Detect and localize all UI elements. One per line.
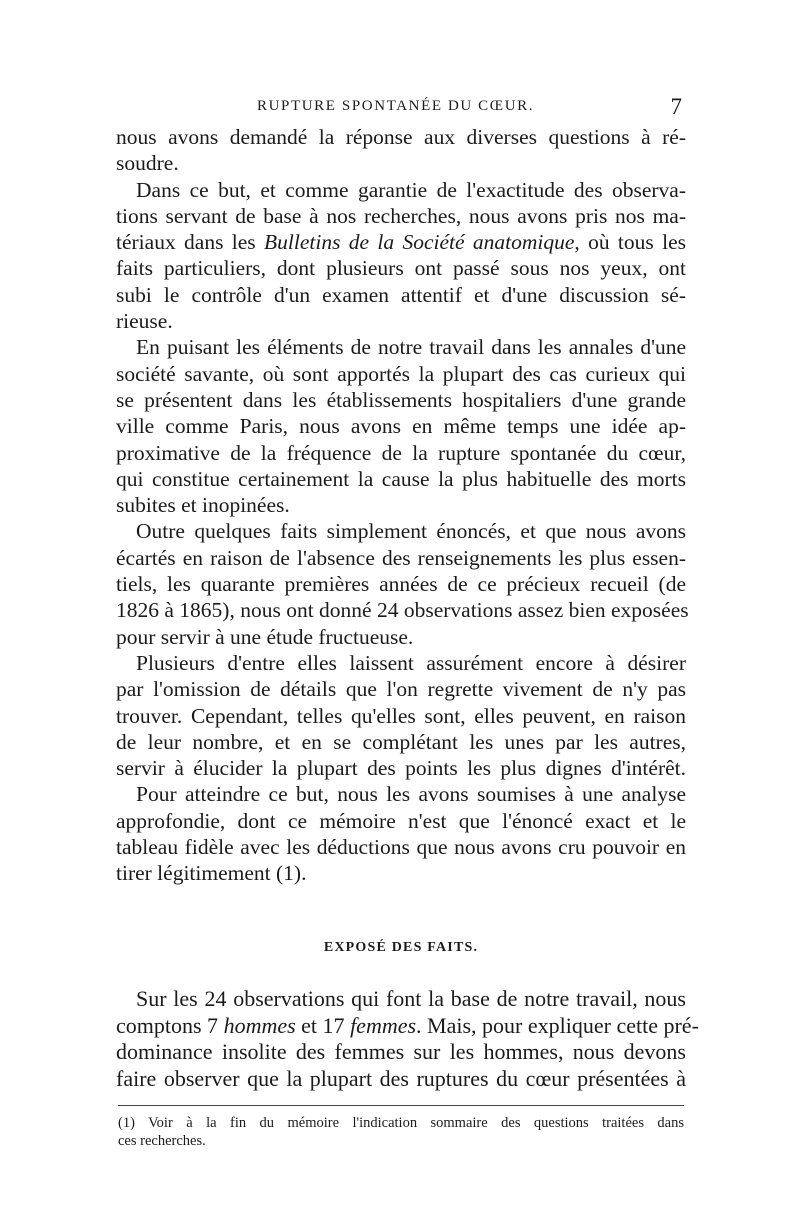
text-line: faits particuliers, dont plusieurs ont passé sous nos yeux, ont xyxy=(116,256,686,281)
text-line: servir à élucider la plupart des points les plus dignes d'intérêt. xyxy=(116,756,686,781)
text-line: subi le contrôle d'un examen attentif et d'une discussion sé- xyxy=(116,282,686,307)
journal-title: Bulletins de la Société anatomique xyxy=(264,230,575,255)
text-line: ville comme Paris, nous avons en même temps une idée ap- xyxy=(116,414,686,439)
text-line: pour servir à une étude fructueuse. xyxy=(116,624,414,649)
text-line: dominance insolite des femmes sur les hommes, nous devons xyxy=(116,1039,686,1064)
footnote-rule xyxy=(118,1105,684,1106)
text-line: proximative de la fréquence de la rupture spontanée du cœur, xyxy=(116,440,686,465)
section-body-text xyxy=(116,986,699,1092)
text-line: tirer légitimement (1). xyxy=(116,861,307,886)
text-line: par l'omission de détails que l'on regrette vivement de n'y pas xyxy=(116,677,686,702)
text-line: tableau fidèle avec les déductions que nous avons cru pouvoir en xyxy=(116,835,686,860)
text-line: de leur nombre, et en se complétant les unes par les autres, xyxy=(116,729,686,754)
text-line: faire observer que la plupart des ruptures du cœur présentées à xyxy=(116,1065,686,1091)
text-line: tériaux dans les Bulletins de la Société anatomique, où tous les xyxy=(116,230,686,255)
emphasis-femmes: femmes xyxy=(350,1012,417,1038)
footnote-line: ces recherches. xyxy=(118,1133,206,1149)
section-heading: EXPOSÉ DES FAITS. xyxy=(323,940,479,955)
text-line: tions servant de base à nos recherches, nous avons pris nos ma- xyxy=(116,203,686,228)
text-line: rieuse. xyxy=(116,309,173,334)
text-line: Plusieurs d'entre elles laissent assurément encore à désirer xyxy=(136,650,686,675)
body-text xyxy=(116,124,689,887)
text-line: société savante, où sont apportés la plupart des cas curieux qui xyxy=(116,361,686,386)
text-line: nous avons demandé la réponse aux diverses questions à ré- xyxy=(116,125,686,149)
footnote xyxy=(118,1114,684,1150)
text-line: 1826 à 1865), nous ont donné 24 observations assez bien exposées xyxy=(116,598,689,623)
text-line: trouver. Cependant, telles qu'elles sont, elles peuvent, en raison xyxy=(116,703,686,728)
emphasis-hommes: hommes xyxy=(223,1012,296,1038)
text-line: se présentent dans les établissements hospitaliers d'une grande xyxy=(116,387,686,412)
running-title: RUPTURE SPONTANÉE DU CŒUR. xyxy=(257,98,535,114)
text-line: Pour atteindre ce but, nous les avons soumises à une analyse xyxy=(136,782,686,807)
text-line: qui constitue certainement la cause la plus habituelle des morts xyxy=(116,466,686,491)
text-line: En puisant les éléments de notre travail dans les annales d'une xyxy=(136,335,686,360)
page-number: 7 xyxy=(670,94,682,119)
text-line: soudre. xyxy=(116,151,179,176)
text-line: comptons 7 hommes et 17 femmes. Mais, pour expliquer cette pré- xyxy=(116,1012,699,1038)
text-line: Dans ce but, et comme garantie de l'exactitude des observa- xyxy=(136,177,686,202)
text-line: approfondie, dont ce mémoire n'est que l'énoncé exact et le xyxy=(116,808,686,833)
text-line: tiels, les quarante premières années de ce précieux recueil (de xyxy=(116,572,686,597)
text-line: subites et inopinées. xyxy=(116,493,290,518)
running-head xyxy=(112,94,682,122)
text-line: écartés en raison de l'absence des renseignements les plus essen- xyxy=(116,545,686,570)
text-line: Sur les 24 observations qui font la base de notre travail, nous xyxy=(136,986,686,1011)
footnote-line: (1) Voir à la fin du mémoire l'indication sommaire des questions traitées dans xyxy=(118,1115,684,1131)
text-line: Outre quelques faits simplement énoncés, et que nous avons xyxy=(136,519,686,544)
